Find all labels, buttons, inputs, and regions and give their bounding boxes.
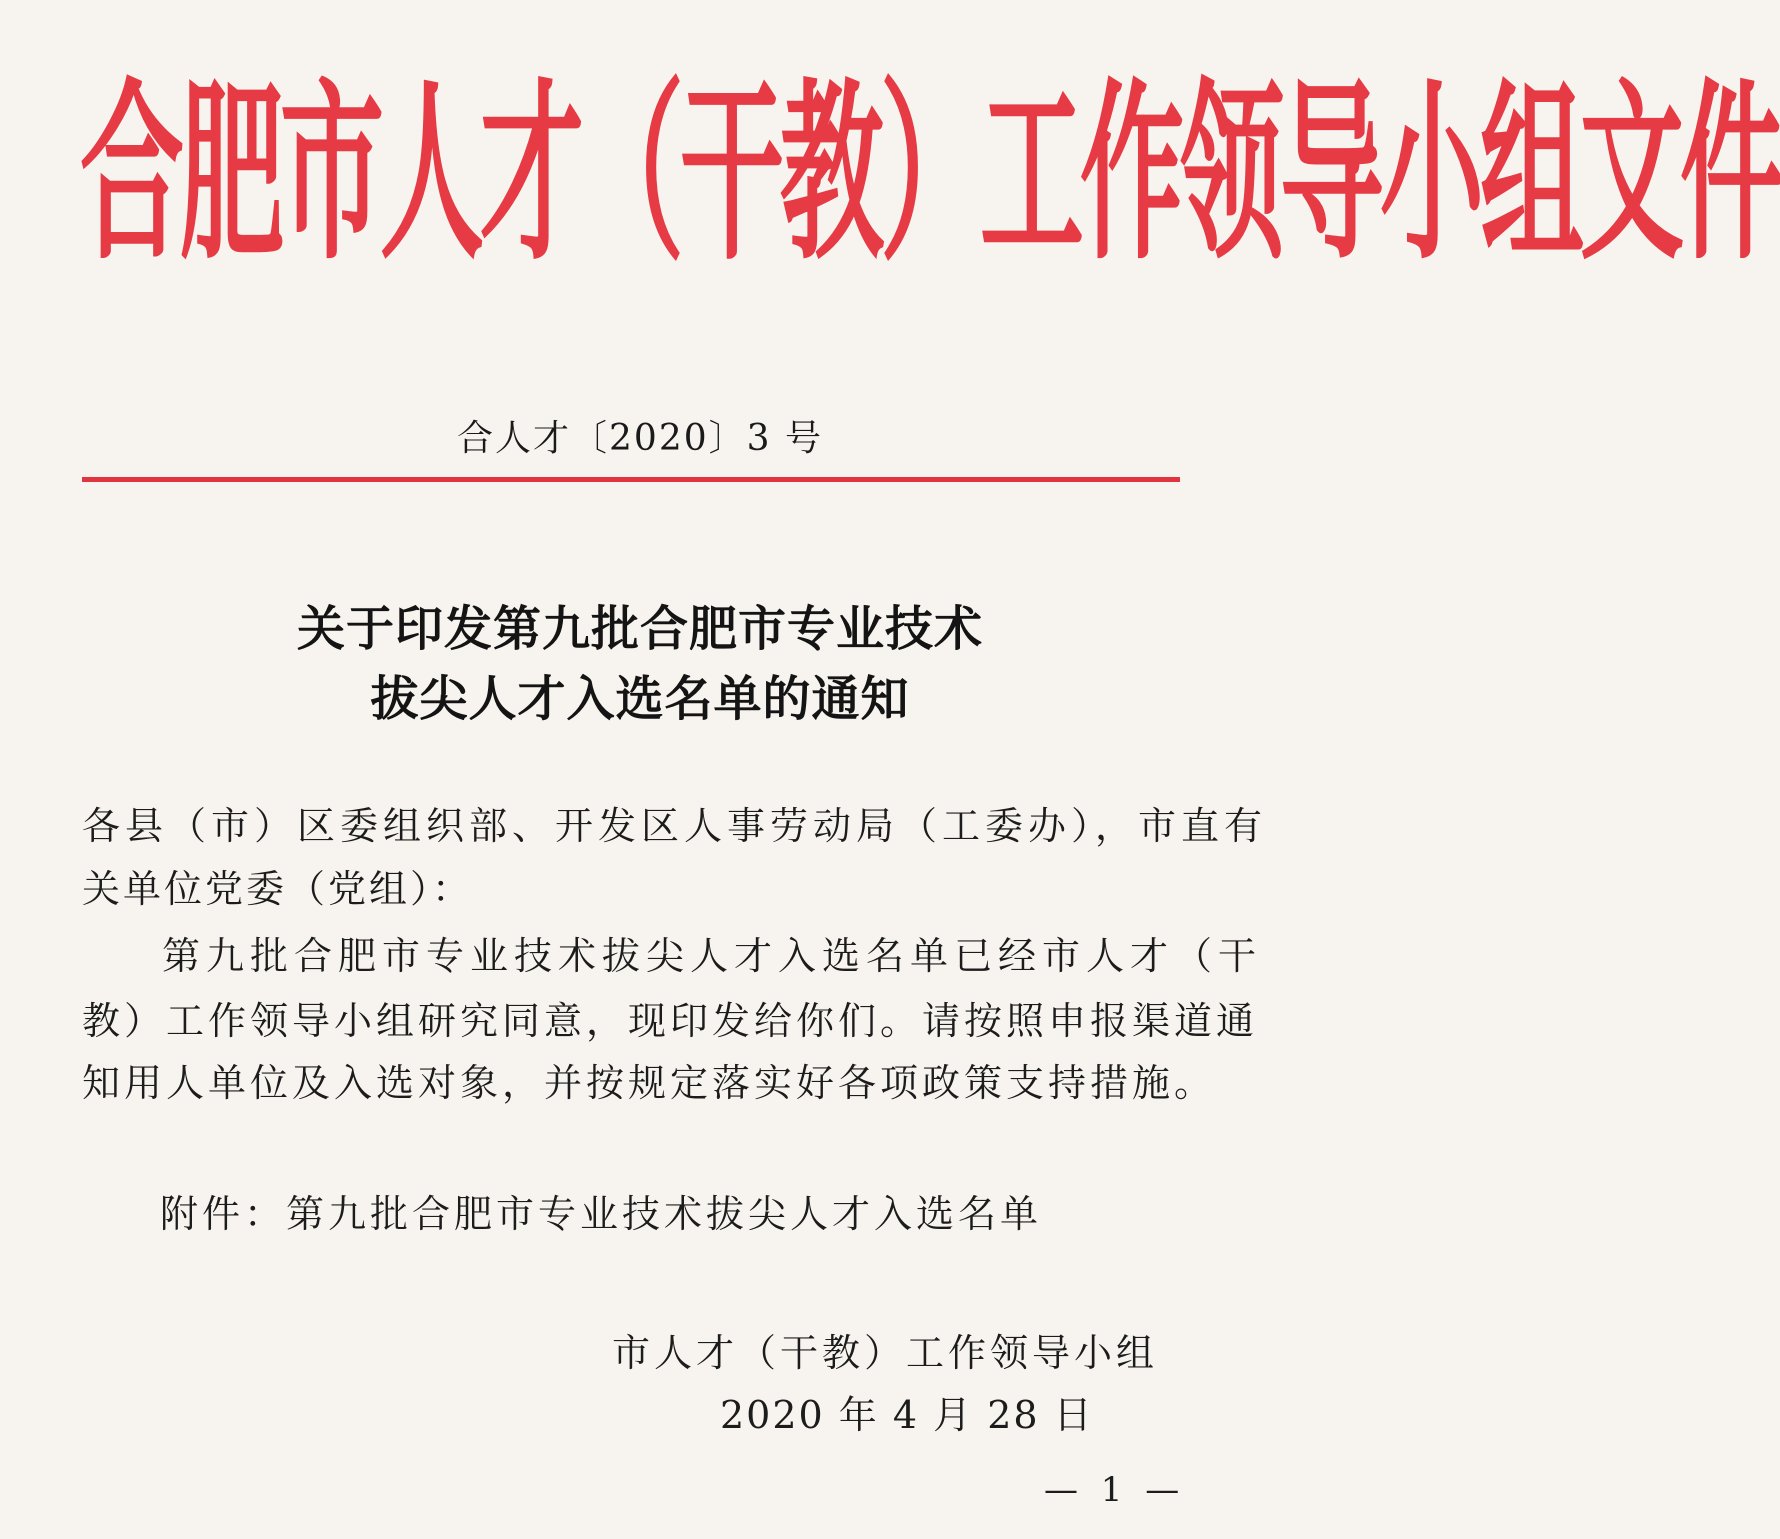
addressee-line-2: 关单位党委（党组）： <box>82 867 474 911</box>
body-paragraph-line-3: 知用人单位及入选对象，并按规定落实好各项政策支持措施。 <box>82 1061 1217 1105</box>
signature-date: 2020 年 4 月 28 日 <box>720 1393 1094 1437</box>
notice-title-line-1: 关于印发第九批合肥市专业技术 <box>296 601 983 657</box>
signature-signer: 市人才（干教）工作领导小组 <box>612 1331 1159 1375</box>
red-divider-rule <box>82 477 1180 482</box>
document-number: 合人才〔2020〕3 号 <box>457 418 823 459</box>
body-paragraph-line-2: 教）工作领导小组研究同意，现印发给你们。请按照申报渠道通 <box>82 999 1259 1043</box>
page-number: — 1 — <box>1044 1470 1186 1510</box>
attachment-line: 附件：第九批合肥市专业技术拔尖人才入选名单 <box>160 1192 1043 1236</box>
masthead-title: 合肥市人才（干教）工作领导小组文件 <box>80 60 1780 287</box>
notice-title-line-2: 拔尖人才入选名单的通知 <box>370 671 910 727</box>
body-paragraph-line-1: 第九批合肥市专业技术拔尖人才入选名单已经市人才（干 <box>162 934 1263 978</box>
addressee-line-1: 各县（市）区委组织部、开发区人事劳动局（工委办），市直有 <box>82 804 1268 848</box>
